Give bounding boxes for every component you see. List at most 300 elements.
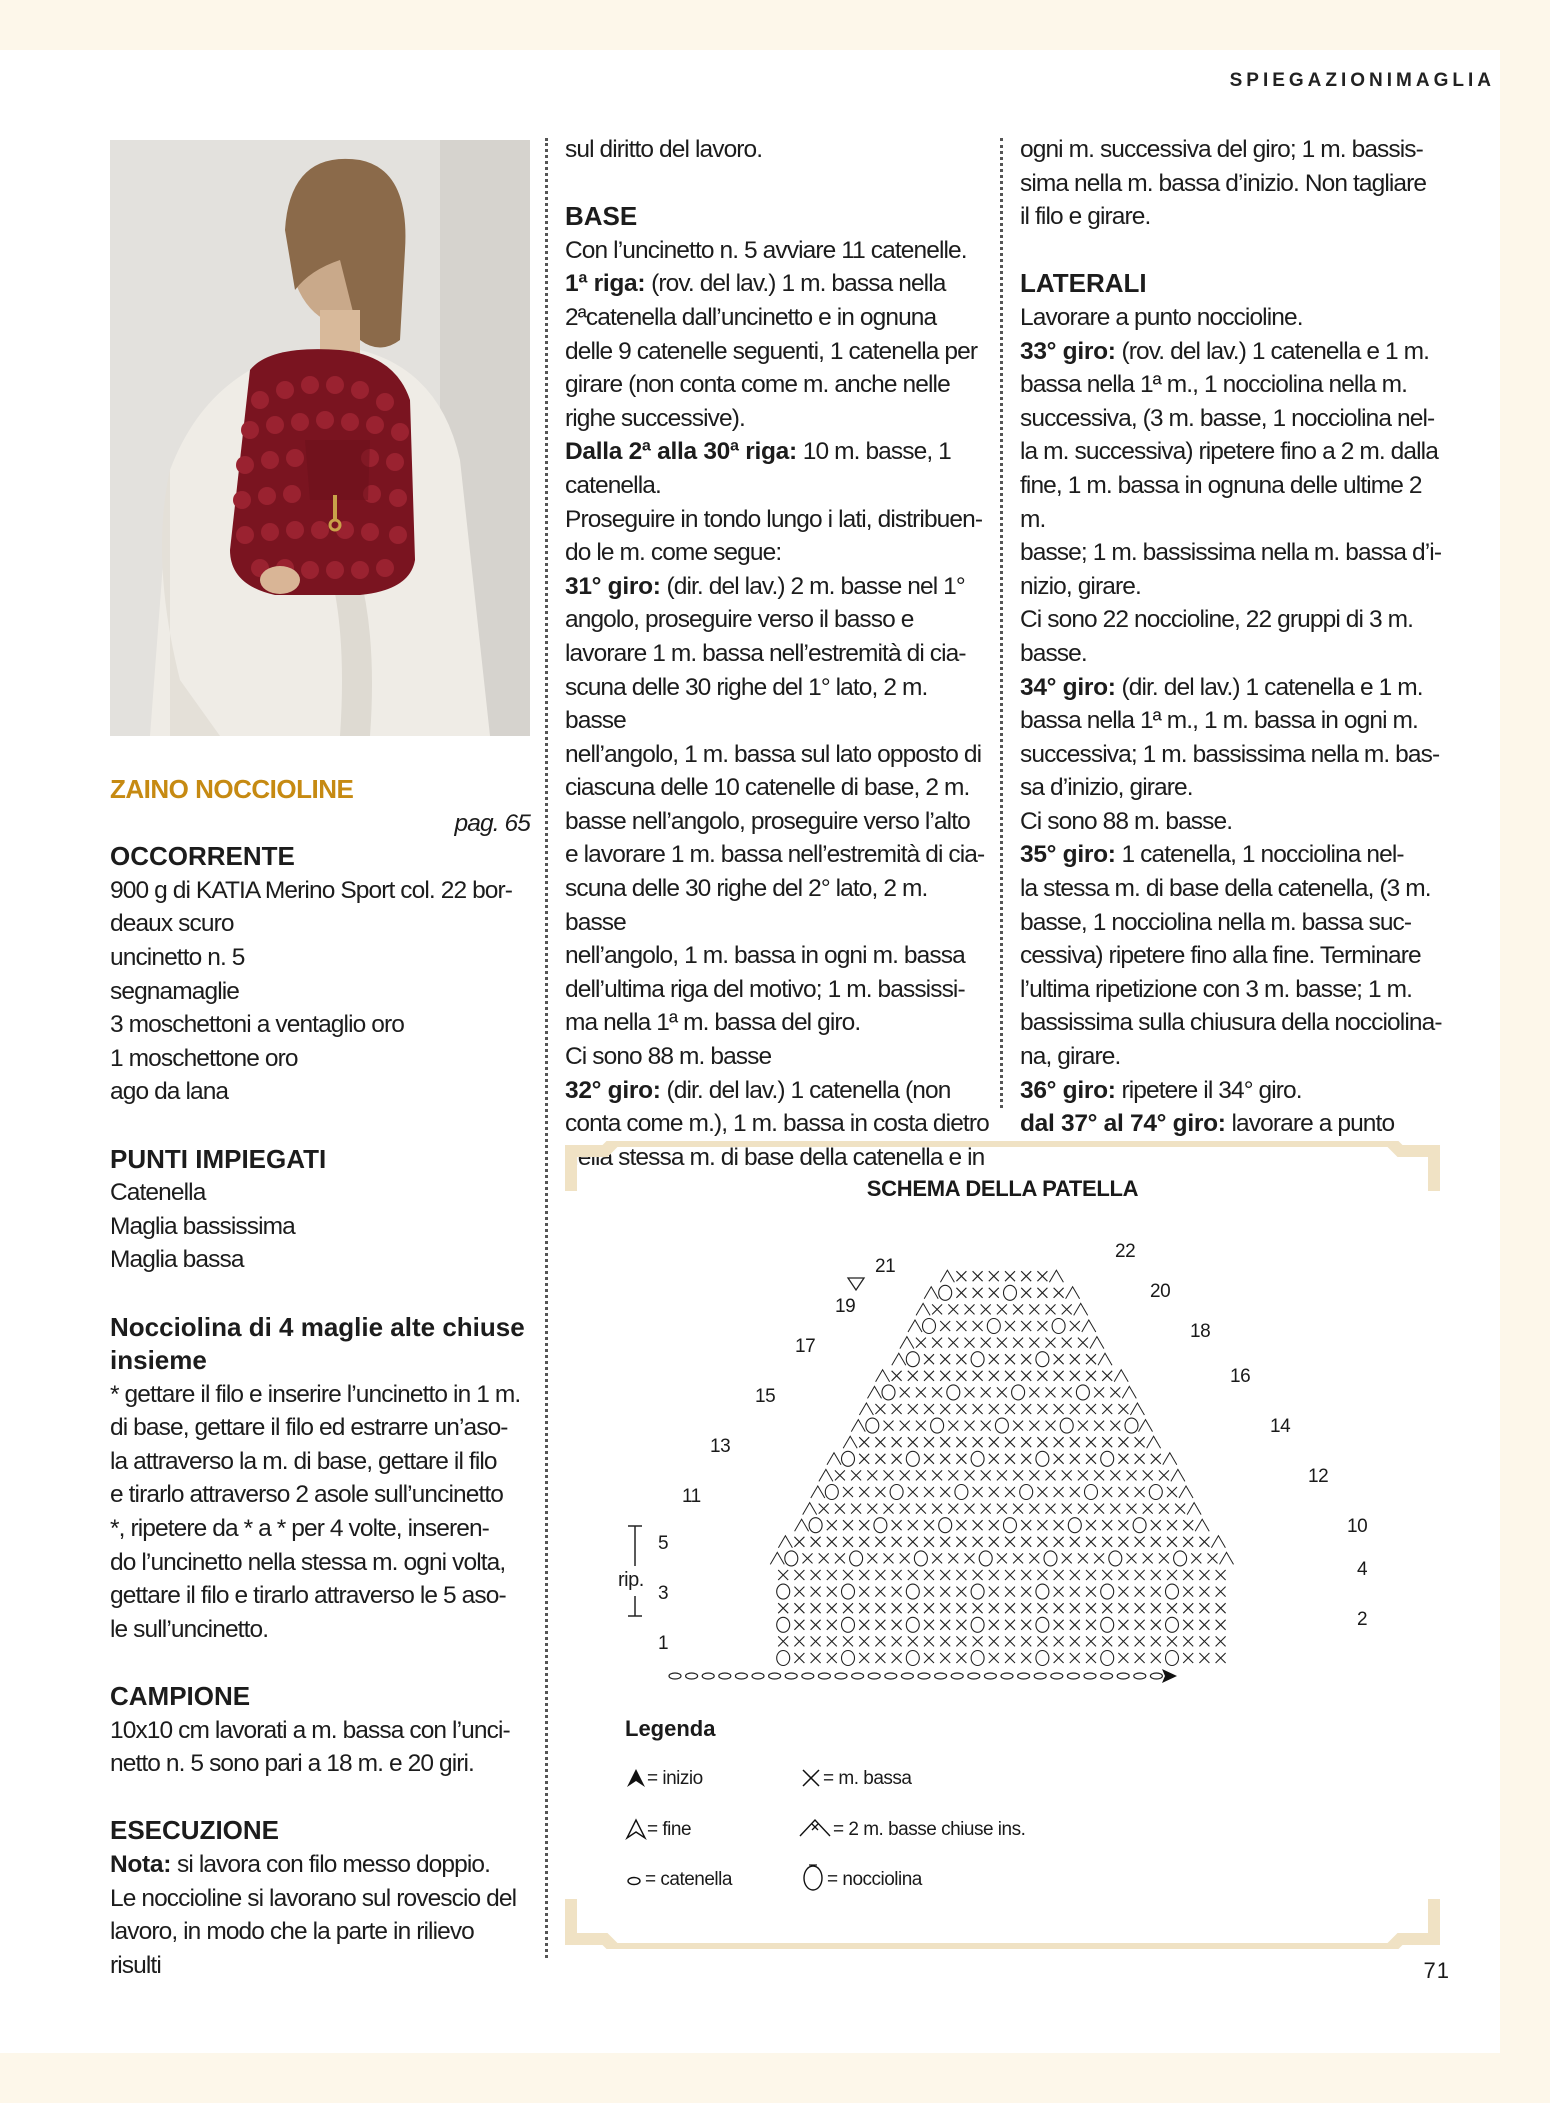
single-crochet-stitch — [948, 1504, 958, 1514]
chain-stitch — [1150, 1673, 1162, 1679]
text-line: la stessa m. di base della catenella, (3 m. — [1020, 875, 1431, 903]
bobble-stitch — [971, 1651, 984, 1666]
single-crochet-stitch — [1118, 1520, 1128, 1530]
esecuzione-heading: ESECUZIONE — [110, 1815, 280, 1846]
single-crochet-stitch — [875, 1570, 885, 1580]
single-crochet-stitch — [908, 1603, 918, 1613]
single-crochet-stitch — [1021, 1271, 1031, 1281]
single-crochet-stitch — [1037, 1437, 1047, 1447]
single-crochet-stitch — [924, 1520, 934, 1530]
single-crochet-stitch — [1054, 1437, 1064, 1447]
bobble-stitch — [1052, 1319, 1065, 1334]
single-crochet-stitch — [981, 1504, 991, 1514]
text-line: basse; 1 m. bassissima nella m. bassa d’i- — [1020, 539, 1442, 567]
text-line: nizio, girare. — [1020, 572, 1141, 600]
single-crochet-stitch — [956, 1288, 966, 1298]
text-line: sa d’inizio, girare. — [1020, 774, 1193, 802]
bobble-stitch — [923, 1319, 936, 1334]
single-crochet-stitch — [948, 1304, 958, 1314]
single-crochet-stitch — [1037, 1603, 1047, 1613]
text-line: bassissima sulla chiusura della nocciolina- — [1020, 1009, 1442, 1037]
campione-heading: CAMPIONE — [110, 1681, 251, 1712]
bobble-stitch — [1004, 1285, 1017, 1300]
single-crochet-stitch — [1102, 1537, 1112, 1547]
single-crochet-stitch — [1070, 1354, 1080, 1364]
single-crochet-stitch — [908, 1537, 918, 1547]
single-crochet-stitch — [875, 1636, 885, 1646]
single-crochet-stitch — [1086, 1404, 1096, 1414]
single-crochet-stitch — [1054, 1603, 1064, 1613]
repeat-bracket — [625, 1521, 645, 1621]
single-crochet-stitch — [1094, 1470, 1104, 1480]
single-crochet-stitch — [924, 1354, 934, 1364]
decrease-stitch — [1187, 1503, 1201, 1515]
text-line: ogni m. successiva del giro; 1 m. bassis- — [1020, 136, 1423, 163]
single-crochet-stitch — [1127, 1504, 1137, 1514]
single-crochet-stitch — [1094, 1553, 1104, 1563]
single-crochet-stitch — [1199, 1537, 1209, 1547]
text-line: dell’ultima riga del motivo; 1 m. bassissi- — [565, 975, 965, 1003]
single-crochet-stitch — [859, 1636, 869, 1646]
single-crochet-stitch — [1013, 1553, 1023, 1563]
round-label: 36° giro: — [1020, 1076, 1116, 1104]
single-crochet-stitch — [924, 1570, 934, 1580]
single-crochet-stitch — [981, 1470, 991, 1480]
decrease-stitch — [811, 1486, 825, 1498]
single-crochet-stitch — [1183, 1653, 1193, 1663]
text-line — [1020, 671, 1445, 705]
decrease-stitch — [1130, 1403, 1144, 1415]
single-crochet-stitch — [981, 1421, 991, 1431]
single-crochet-stitch — [1037, 1271, 1047, 1281]
single-crochet-stitch — [859, 1520, 869, 1530]
single-crochet-stitch — [1135, 1620, 1145, 1630]
single-crochet-stitch — [908, 1570, 918, 1580]
single-crochet-stitch — [989, 1371, 999, 1381]
single-crochet-stitch — [1070, 1636, 1080, 1646]
single-crochet-stitch — [1167, 1570, 1177, 1580]
single-crochet-stitch — [884, 1553, 894, 1563]
single-crochet-stitch — [973, 1520, 983, 1530]
nocciolina-line: *, ripetere da * a * per 4 volte, inseren- — [110, 1515, 489, 1543]
single-crochet-stitch — [1151, 1636, 1161, 1646]
chain-stitch — [984, 1673, 996, 1679]
single-crochet-stitch — [1005, 1620, 1015, 1630]
bobble-stitch — [939, 1518, 952, 1533]
single-crochet-stitch — [1078, 1421, 1088, 1431]
single-crochet-stitch — [1054, 1454, 1064, 1464]
single-crochet-stitch — [875, 1620, 885, 1630]
single-crochet-stitch — [1102, 1570, 1112, 1580]
decrease-stitch — [908, 1320, 922, 1332]
text-line — [565, 435, 990, 469]
single-crochet-stitch — [956, 1454, 966, 1464]
single-crochet-stitch — [989, 1354, 999, 1364]
single-crochet-stitch — [1135, 1653, 1145, 1663]
single-crochet-stitch — [1086, 1570, 1096, 1580]
bobble-stitch-icon — [801, 1861, 825, 1893]
single-crochet-stitch — [1046, 1504, 1056, 1514]
single-crochet-stitch — [1021, 1620, 1031, 1630]
single-crochet-stitch — [1110, 1504, 1120, 1514]
bobble-stitch — [971, 1584, 984, 1599]
nota-line — [110, 1848, 530, 1882]
single-crochet-stitch — [989, 1603, 999, 1613]
single-crochet-stitch — [924, 1653, 934, 1663]
single-crochet-stitch — [884, 1504, 894, 1514]
decrease-stitch — [827, 1453, 841, 1465]
single-crochet-stitch — [1070, 1487, 1080, 1497]
single-crochet-stitch — [1199, 1620, 1209, 1630]
row-label: Dalla 2ª alla 30ª riga: — [565, 438, 797, 466]
single-crochet-stitch — [794, 1570, 804, 1580]
single-crochet-stitch — [1086, 1437, 1096, 1447]
single-crochet-stitch — [956, 1653, 966, 1663]
single-crochet-stitch — [1070, 1620, 1080, 1630]
chain-stitch — [1134, 1673, 1146, 1679]
single-crochet-stitch — [1070, 1603, 1080, 1613]
decrease-stitch — [1074, 1303, 1088, 1315]
single-crochet-stitch — [1208, 1553, 1218, 1563]
single-crochet-stitch — [1159, 1470, 1169, 1480]
end-arrow-icon — [848, 1278, 864, 1290]
middle-column — [565, 133, 990, 1174]
single-crochet-stitch — [916, 1504, 926, 1514]
chain-stitch — [1034, 1673, 1046, 1679]
nocciolina-line: di base, gettare il filo ed estrarre un’aso- — [110, 1414, 508, 1442]
single-crochet-stitch — [956, 1636, 966, 1646]
single-crochet-stitch — [981, 1304, 991, 1314]
single-crochet-stitch — [859, 1587, 869, 1597]
single-crochet-stitch — [956, 1437, 966, 1447]
chain-stitch — [835, 1673, 847, 1679]
single-crochet-stitch — [1216, 1570, 1226, 1580]
single-crochet-stitch — [867, 1504, 877, 1514]
chain-stitch — [935, 1673, 947, 1679]
single-crochet-stitch — [859, 1537, 869, 1547]
bobble-stitch — [1036, 1451, 1049, 1466]
single-crochet-stitch — [1183, 1537, 1193, 1547]
single-crochet-stitch — [859, 1437, 869, 1447]
single-crochet-stitch — [1021, 1371, 1031, 1381]
legend-inizio: = inizio — [647, 1768, 703, 1789]
single-crochet-stitch — [1005, 1404, 1015, 1414]
text-line: basse, 1 nocciolina nella m. bassa suc- — [1020, 908, 1412, 936]
text-line: Lavorare a punto noccioline. — [1020, 303, 1303, 331]
campione-line: 10x10 cm lavorati a m. bassa con l’unci- — [110, 1716, 510, 1744]
chain-stitch — [1051, 1673, 1063, 1679]
single-crochet-stitch — [1037, 1371, 1047, 1381]
single-crochet-stitch — [1110, 1421, 1120, 1431]
chain-stitch — [802, 1673, 814, 1679]
text-line: Ci sono 88 m. basse. — [1020, 807, 1233, 835]
single-crochet-stitch — [1021, 1570, 1031, 1580]
single-crochet-stitch — [1054, 1404, 1064, 1414]
single-crochet-stitch — [997, 1304, 1007, 1314]
bobble-stitch — [971, 1352, 984, 1367]
single-crochet-stitch — [1021, 1321, 1031, 1331]
campione-line: netto n. 5 sono pari a 18 m. e 20 giri. — [110, 1750, 474, 1778]
single-crochet-stitch — [965, 1338, 975, 1348]
laterali-heading: LATERALI — [1020, 268, 1147, 299]
bobble-stitch — [1076, 1385, 1089, 1400]
single-crochet-stitch — [1054, 1537, 1064, 1547]
page-number: 71 — [1423, 1958, 1450, 1983]
single-crochet-stitch — [892, 1537, 902, 1547]
single-crochet-stitch — [989, 1404, 999, 1414]
single-crochet-stitch — [1037, 1636, 1047, 1646]
single-crochet-stitch — [1054, 1354, 1064, 1364]
single-crochet-stitch — [1005, 1570, 1015, 1580]
text-line: cessiva) ripetere fino alla fine. Terminare — [1020, 942, 1421, 970]
round-label: 31° giro: — [565, 572, 661, 600]
single-crochet-stitch — [948, 1338, 958, 1348]
bobble-stitch — [1036, 1617, 1049, 1632]
bobble-stitch — [1004, 1518, 1017, 1533]
single-crochet-stitch — [1029, 1553, 1039, 1563]
chain-stitch — [735, 1673, 747, 1679]
single-crochet-stitch — [1086, 1537, 1096, 1547]
bobble-stitch — [1068, 1518, 1081, 1533]
text-line: basse. — [1020, 639, 1087, 667]
single-crochet-stitch — [811, 1620, 821, 1630]
occorrente-line: 900 g di KATIA Merino Sport col. 22 bor- — [110, 876, 513, 904]
single-crochet-stitch — [794, 1603, 804, 1613]
single-crochet-stitch — [778, 1570, 788, 1580]
text-line: nell’angolo, 1 m. bassa sul lato opposto di — [565, 740, 982, 768]
single-crochet-stitch — [1118, 1636, 1128, 1646]
single-crochet-stitch — [851, 1504, 861, 1514]
single-crochet-stitch — [1127, 1553, 1137, 1563]
single-crochet-stitch — [1143, 1504, 1153, 1514]
single-crochet-stitch — [811, 1603, 821, 1613]
single-crochet-stitch — [1216, 1587, 1226, 1597]
single-crochet-stitch — [1135, 1603, 1145, 1613]
single-crochet-stitch — [892, 1603, 902, 1613]
single-crochet-stitch — [875, 1454, 885, 1464]
chain-stitch — [686, 1673, 698, 1679]
decrease-stitch — [851, 1420, 865, 1432]
single-crochet-stitch — [1013, 1338, 1023, 1348]
single-crochet-stitch — [1086, 1454, 1096, 1464]
single-crochet-stitch — [1216, 1620, 1226, 1630]
nota-label: Nota: — [110, 1851, 172, 1878]
decrease-stitch — [1171, 1469, 1185, 1481]
single-crochet-stitch — [1054, 1570, 1064, 1580]
row-label-22: 22 — [1115, 1241, 1136, 1262]
single-crochet-stitch — [1037, 1321, 1047, 1331]
single-crochet-stitch — [1118, 1537, 1128, 1547]
bobble-stitch — [906, 1352, 919, 1367]
decrease-stitch — [819, 1469, 833, 1481]
single-crochet-stitch — [916, 1338, 926, 1348]
single-crochet-stitch — [965, 1504, 975, 1514]
single-crochet-stitch — [940, 1454, 950, 1464]
bobble-stitch — [1036, 1584, 1049, 1599]
single-crochet-stitch — [859, 1620, 869, 1630]
single-crochet-stitch — [1151, 1620, 1161, 1630]
round-text: 1 catenella, 1 nocciolina nel- — [1115, 841, 1404, 869]
single-crochet-stitch — [965, 1304, 975, 1314]
single-crochet-stitch — [1037, 1288, 1047, 1298]
occorrente-line: ago da lana — [110, 1078, 229, 1106]
single-crochet-stitch — [1167, 1603, 1177, 1613]
single-crochet-stitch — [908, 1520, 918, 1530]
single-crochet-stitch — [1013, 1504, 1023, 1514]
single-crochet-stitch — [973, 1537, 983, 1547]
single-crochet-stitch — [965, 1421, 975, 1431]
single-crochet-stitch — [1078, 1338, 1088, 1348]
single-crochet-stitch — [1199, 1603, 1209, 1613]
page-reference: pag. 65 — [454, 809, 530, 837]
text-line: l’ultima ripetizione con 3 m. basse; 1 m. — [1020, 975, 1413, 1003]
single-crochet-stitch — [932, 1470, 942, 1480]
row-label-10: 10 — [1347, 1516, 1368, 1537]
single-crochet-stitch — [1143, 1470, 1153, 1480]
single-crochet-stitch — [1135, 1487, 1145, 1497]
single-crochet-stitch — [1118, 1570, 1128, 1580]
decrease-stitch — [916, 1303, 930, 1315]
row-label-17: 17 — [795, 1336, 816, 1357]
single-crochet-stitch — [989, 1271, 999, 1281]
single-crochet-stitch — [1167, 1487, 1177, 1497]
bobble-stitch — [1133, 1518, 1146, 1533]
bobble-stitch — [842, 1651, 855, 1666]
chain-stitch — [719, 1673, 731, 1679]
single-crochet-stitch — [811, 1537, 821, 1547]
single-crochet-stitch — [819, 1504, 829, 1514]
single-crochet-stitch — [924, 1371, 934, 1381]
single-crochet-stitch — [940, 1404, 950, 1414]
single-crochet-stitch — [1086, 1653, 1096, 1663]
single-crochet-stitch — [892, 1620, 902, 1630]
single-crochet-stitch — [965, 1470, 975, 1480]
single-crochet-stitch — [956, 1570, 966, 1580]
round-text: (dir. del lav.) 1 catenella e 1 m. — [1115, 673, 1423, 701]
single-crochet-stitch — [948, 1421, 958, 1431]
single-crochet-stitch — [1029, 1470, 1039, 1480]
nocciolina-line: do l’uncinetto nella stessa m. ogni volta, — [110, 1548, 506, 1576]
single-crochet-stitch — [989, 1487, 999, 1497]
decrease-stitch — [843, 1436, 857, 1448]
text-line: sul diritto del lavoro. — [565, 136, 763, 163]
single-crochet-stitch — [892, 1636, 902, 1646]
single-crochet-stitch — [1054, 1288, 1064, 1298]
bobble-stitch — [850, 1551, 863, 1566]
start-arrow-icon — [625, 1767, 647, 1789]
text-line: do le m. come segue: — [565, 539, 782, 567]
single-crochet-stitch — [1102, 1487, 1112, 1497]
bobble-stitch — [809, 1518, 822, 1533]
row-label-16: 16 — [1230, 1366, 1251, 1387]
occorrente-heading: OCCORRENTE — [110, 841, 295, 872]
single-crochet-stitch — [1151, 1537, 1161, 1547]
single-crochet-stitch — [956, 1620, 966, 1630]
decrease-stitch — [1082, 1320, 1096, 1332]
chain-stitch — [752, 1673, 764, 1679]
single-crochet-stitch — [989, 1520, 999, 1530]
single-crochet-stitch — [924, 1454, 934, 1464]
text-line: bassa nella 1ª m., 1 m. bassa in ogni m. — [1020, 707, 1418, 735]
chain-stitch — [1067, 1673, 1079, 1679]
legend-nocciolina: = nocciolina — [827, 1869, 922, 1890]
bobble-stitch — [971, 1617, 984, 1632]
single-crochet-stitch — [1070, 1371, 1080, 1381]
decrease-stitch — [1179, 1486, 1193, 1498]
single-crochet-stitch — [1021, 1603, 1031, 1613]
single-crochet-stitch — [811, 1587, 821, 1597]
single-crochet-stitch — [973, 1404, 983, 1414]
bobble-stitch — [842, 1617, 855, 1632]
bobble-stitch — [1125, 1418, 1138, 1433]
single-crochet-stitch — [981, 1387, 991, 1397]
single-crochet-stitch — [940, 1620, 950, 1630]
decrease-stitch — [795, 1519, 809, 1531]
chain-stitch — [818, 1673, 830, 1679]
decrease-stitch — [1066, 1287, 1080, 1299]
single-crochet-stitch — [892, 1653, 902, 1663]
bobble-stitch — [1036, 1651, 1049, 1666]
single-crochet-stitch — [956, 1537, 966, 1547]
text-line: ciascuna delle 10 catenelle di base, 2 m. — [565, 774, 970, 802]
chain-stitch — [1084, 1673, 1096, 1679]
bobble-stitch — [890, 1485, 903, 1500]
decrease-stitch — [1114, 1370, 1128, 1382]
nocciolina-line: la attraverso la m. di base, gettare il filo — [110, 1447, 497, 1475]
bobble-stitch — [914, 1551, 927, 1566]
single-crochet-stitch — [843, 1537, 853, 1547]
decrease-stitch — [1211, 1536, 1225, 1548]
chain-stitch — [1117, 1673, 1129, 1679]
single-crochet-stitch — [924, 1587, 934, 1597]
single-crochet-stitch — [924, 1620, 934, 1630]
single-crochet-stitch — [1135, 1570, 1145, 1580]
single-crochet-stitch — [1078, 1470, 1088, 1480]
round-label: dal 37° al 74° giro: — [1020, 1110, 1226, 1138]
single-crochet-stitch — [973, 1437, 983, 1447]
single-crochet-stitch — [956, 1587, 966, 1597]
single-crochet-stitch — [1102, 1437, 1112, 1447]
nocciolina-heading: Nocciolina di 4 maglie alte chiuse — [110, 1311, 525, 1342]
single-crochet-stitch — [1216, 1603, 1226, 1613]
text-line: successiva, (3 m. basse, 1 nocciolina nel- — [1020, 404, 1435, 432]
legend-title: Legenda — [625, 1716, 716, 1741]
decrease-stitch — [1049, 1270, 1063, 1282]
single-crochet-stitch — [1037, 1570, 1047, 1580]
single-crochet-stitch — [1054, 1487, 1064, 1497]
text-line: fine, 1 m. bassa in ognuna delle ultime 2 m. — [1020, 471, 1422, 533]
single-crochet-stitch — [803, 1553, 813, 1563]
single-crochet-stitch — [1054, 1371, 1064, 1381]
single-crochet-stitch — [1005, 1603, 1015, 1613]
single-crochet-stitch — [827, 1570, 837, 1580]
single-crochet-stitch — [1021, 1437, 1031, 1447]
single-crochet-stitch — [916, 1470, 926, 1480]
occorrente-line: uncinetto n. 5 — [110, 943, 245, 971]
single-crochet-stitch — [908, 1371, 918, 1381]
legend-fine: = fine — [647, 1819, 692, 1840]
row-label-15: 15 — [755, 1386, 776, 1407]
decrease-stitch — [892, 1353, 906, 1365]
single-crochet-stitch — [908, 1437, 918, 1447]
decrease-stitch — [1220, 1552, 1234, 1564]
single-crochet-stitch — [989, 1288, 999, 1298]
bobble-stitch — [955, 1485, 968, 1500]
single-crochet-stitch — [1086, 1636, 1096, 1646]
single-crochet-stitch — [835, 1553, 845, 1563]
decrease-stitch — [1098, 1353, 1112, 1365]
chain-stitch — [901, 1673, 913, 1679]
